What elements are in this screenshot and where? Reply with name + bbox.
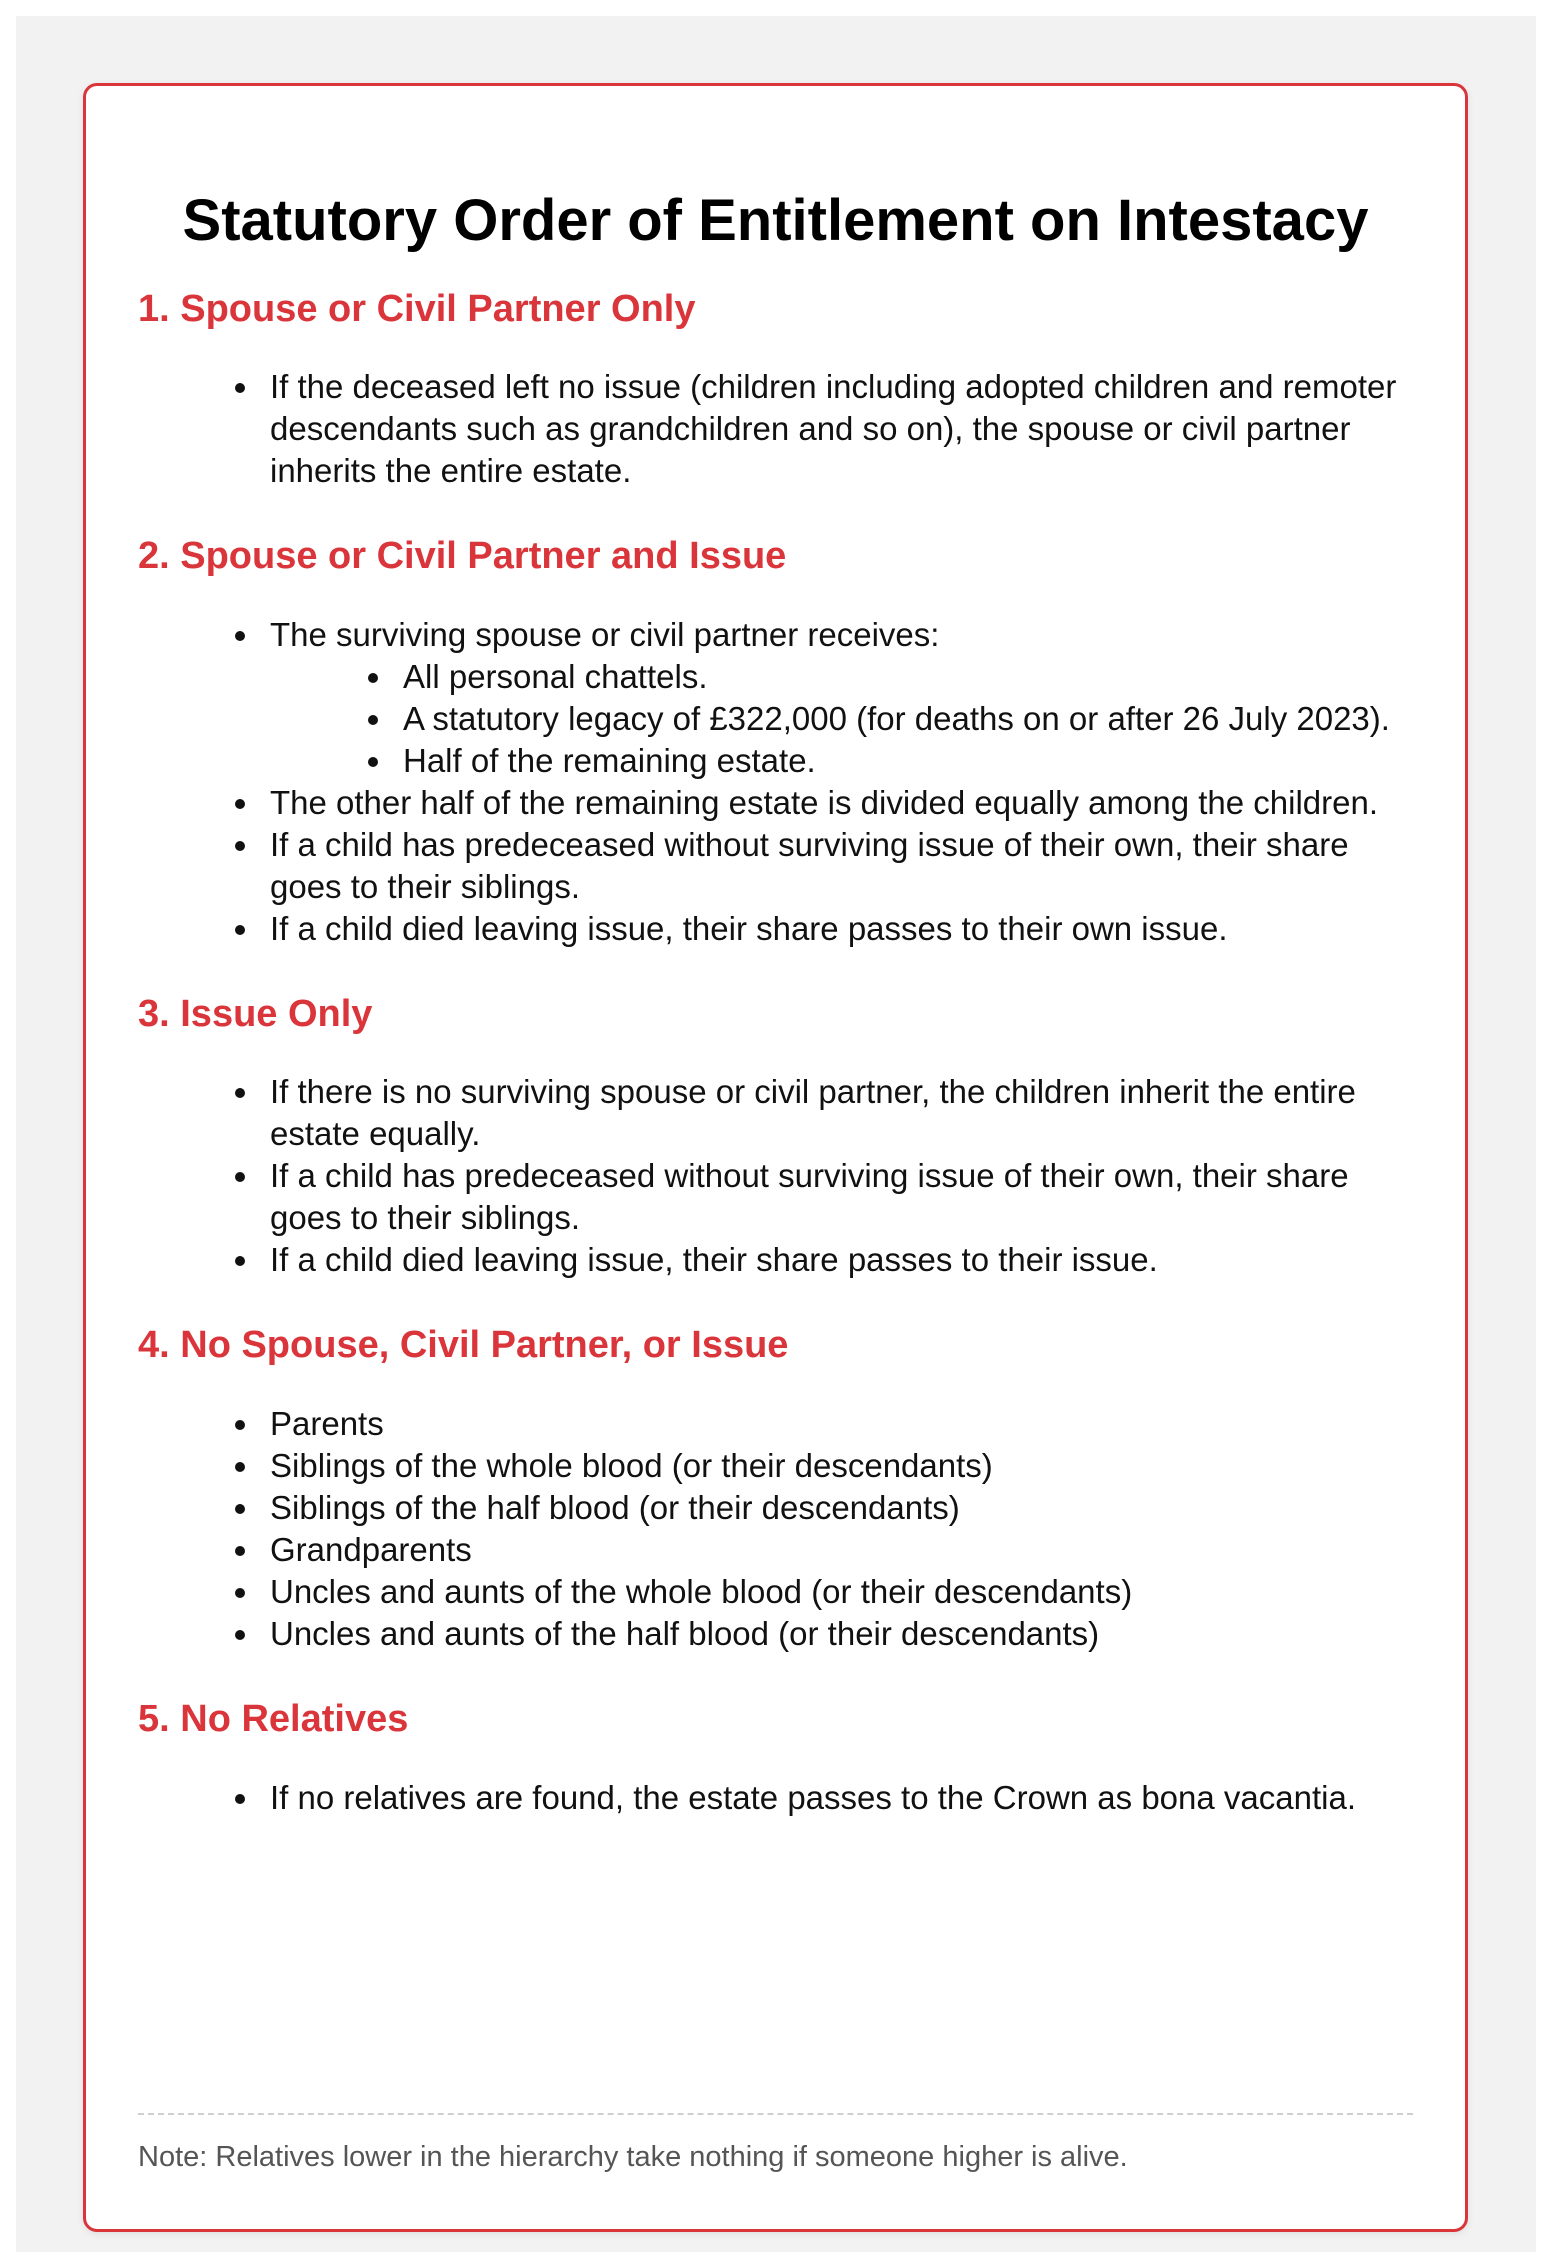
section-2-sublist: [270, 656, 1413, 782]
bullet-icon: [235, 383, 245, 393]
list-item-text: The other half of the remaining estate is divided equally among the children.: [270, 783, 1378, 821]
list-item: [270, 1239, 1413, 1281]
page-title: Statutory Order of Entitlement on Intestacy: [182, 188, 1369, 253]
list-item: [270, 614, 1413, 782]
section-heading-3: 3. Issue Only: [138, 992, 373, 1035]
list-item-text: Parents: [270, 1405, 384, 1443]
section-1-list: [138, 366, 1413, 492]
list-item-text: Grandparents: [270, 1531, 472, 1569]
bullet-icon: [235, 1630, 245, 1640]
section-heading-2: 2. Spouse or Civil Partner and Issue: [138, 535, 787, 578]
bullet-icon: [235, 1088, 245, 1098]
list-item: [270, 1487, 1413, 1529]
list-item-text: Uncles and aunts of the half blood (or their descendants): [270, 1615, 1100, 1653]
bullet-icon: [368, 757, 378, 767]
list-item: [270, 1445, 1413, 1487]
bullet-icon: [235, 925, 245, 935]
list-item-text: If a child has predeceased without surviving issue of their own, their share goes to their siblings.: [270, 825, 1349, 905]
list-item-text: If no relatives are found, the estate passes to the Crown as bona vacantia.: [270, 1778, 1356, 1816]
list-item: [270, 1071, 1413, 1155]
sub-list-item: [403, 656, 1413, 698]
list-item: [270, 1571, 1413, 1613]
list-item: [270, 782, 1413, 824]
bullet-icon: [235, 1256, 245, 1266]
list-item-text: If a child died leaving issue, their share passes to their own issue.: [270, 909, 1228, 947]
list-item-text: Siblings of the half blood (or their descendants): [270, 1489, 960, 1527]
section-heading-4: 4. No Spouse, Civil Partner, or Issue: [138, 1324, 789, 1367]
bullet-icon: [235, 1504, 245, 1514]
list-item: [270, 1403, 1413, 1445]
list-item: [270, 1155, 1413, 1239]
intestacy-card: [83, 83, 1468, 2232]
sub-list-item-text: A statutory legacy of £322,000 (for deaths on or after 26 July 2023).: [403, 699, 1390, 737]
footnote: Note: Relatives lower in the hierarchy take nothing if someone higher is alive.: [138, 2141, 1128, 2173]
list-item-text: If a child died leaving issue, their share passes to their issue.: [270, 1241, 1158, 1279]
bullet-icon: [235, 841, 245, 851]
section-3-list: [138, 1071, 1413, 1281]
bullet-icon: [235, 1546, 245, 1556]
list-item-text: If a child has predeceased without surviving issue of their own, their share goes to their siblings.: [270, 1157, 1349, 1237]
list-item: [270, 824, 1413, 908]
bullet-icon: [235, 1794, 245, 1804]
list-item-text: The surviving spouse or civil partner receives:: [270, 615, 940, 653]
list-item-text: Uncles and aunts of the whole blood (or their descendants): [270, 1573, 1133, 1611]
list-item-text: If the deceased left no issue (children including adopted children and remoter descendants such as grandchildren and so on), the spouse or civil partner inherits the entire estate.: [270, 368, 1397, 490]
bullet-icon: [368, 715, 378, 725]
list-item: [270, 1529, 1413, 1571]
list-item: [270, 1613, 1413, 1655]
sub-list-item: [403, 698, 1413, 740]
sub-list-item-text: All personal chattels.: [403, 657, 708, 695]
sub-list-item-text: Half of the remaining estate.: [403, 741, 816, 779]
list-item: [270, 366, 1413, 492]
bullet-icon: [368, 673, 378, 683]
bullet-icon: [235, 1462, 245, 1472]
list-item: [270, 908, 1413, 950]
section-2-list: [138, 614, 1413, 950]
section-heading-1: 1. Spouse or Civil Partner Only: [138, 287, 696, 330]
section-5-list: [138, 1777, 1413, 1819]
bullet-icon: [235, 1172, 245, 1182]
bullet-icon: [235, 799, 245, 809]
note-divider: [138, 2113, 1413, 2115]
bullet-icon: [235, 1588, 245, 1598]
sub-list-item: [403, 740, 1413, 782]
bullet-icon: [235, 1420, 245, 1430]
list-item-text: Siblings of the whole blood (or their descendants): [270, 1447, 993, 1485]
section-4-list: [138, 1403, 1413, 1655]
list-item: [270, 1777, 1413, 1819]
list-item-text: If there is no surviving spouse or civil partner, the children inherit the entire estate equally.: [270, 1073, 1356, 1153]
bullet-icon: [235, 631, 245, 641]
section-heading-5: 5. No Relatives: [138, 1698, 409, 1741]
